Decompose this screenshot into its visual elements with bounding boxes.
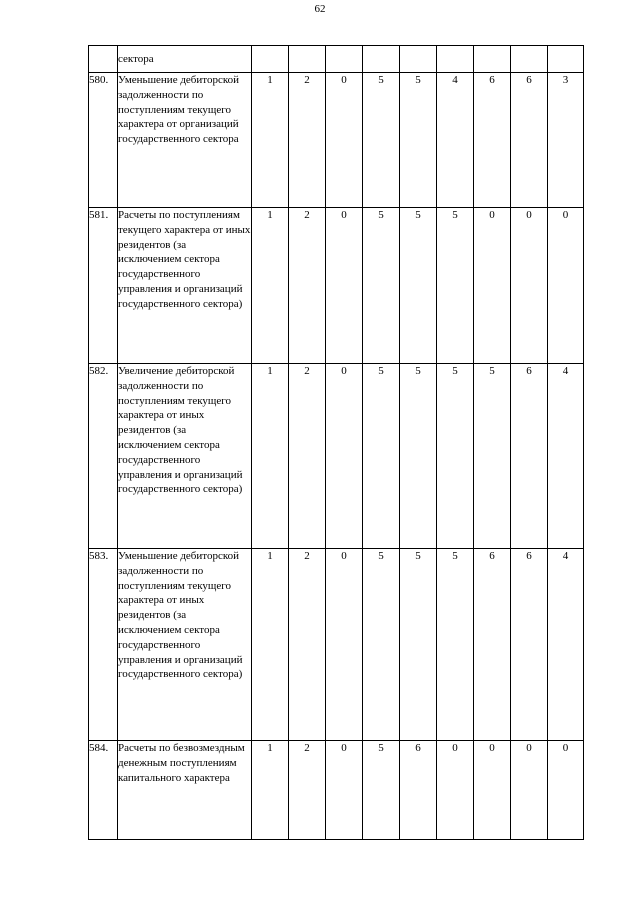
code-digit: 6 [474, 549, 511, 741]
code-digit: 0 [474, 208, 511, 364]
code-digit: 5 [400, 208, 437, 364]
code-digit: 1 [252, 73, 289, 208]
code-digit [548, 46, 584, 73]
table-row [89, 549, 584, 741]
account-code-table [88, 45, 584, 840]
code-digit: 5 [363, 741, 400, 840]
row-number: 580. [89, 73, 118, 208]
row-name: Расчеты по безвозмездным денежным поступлениям капитального характера [118, 741, 252, 840]
row-name: Уменьшение дебиторской задолженности по поступлениям текущего характера от организаций государственного сектора [118, 73, 252, 208]
code-digit: 6 [511, 549, 548, 741]
code-digit [437, 46, 474, 73]
code-digit: 6 [474, 73, 511, 208]
table-row [89, 46, 584, 73]
code-digit: 6 [511, 364, 548, 549]
code-digit: 5 [437, 549, 474, 741]
row-number [89, 46, 118, 73]
code-digit: 0 [511, 741, 548, 840]
code-digit: 0 [326, 549, 363, 741]
code-digit: 5 [363, 364, 400, 549]
code-digit: 2 [289, 364, 326, 549]
code-digit: 0 [548, 208, 584, 364]
page-number: 62 [314, 3, 326, 15]
code-digit: 0 [326, 741, 363, 840]
code-digit: 3 [548, 73, 584, 208]
row-number: 581. [89, 208, 118, 364]
row-name: сектора [118, 46, 252, 73]
code-digit: 0 [326, 73, 363, 208]
code-digit: 5 [363, 73, 400, 208]
row-number: 582. [89, 364, 118, 549]
code-digit: 0 [326, 208, 363, 364]
code-digit: 5 [437, 364, 474, 549]
code-digit: 1 [252, 741, 289, 840]
code-digit: 1 [252, 364, 289, 549]
table-row [89, 364, 584, 549]
code-digit: 5 [363, 549, 400, 741]
code-digit [289, 46, 326, 73]
code-digit: 5 [437, 208, 474, 364]
code-digit: 4 [548, 549, 584, 741]
code-digit: 4 [437, 73, 474, 208]
row-number: 584. [89, 741, 118, 840]
row-number: 583. [89, 549, 118, 741]
code-digit: 0 [548, 741, 584, 840]
code-digit: 5 [474, 364, 511, 549]
code-digit: 0 [474, 741, 511, 840]
table-row [89, 208, 584, 364]
code-digit [326, 46, 363, 73]
table-row [89, 73, 584, 208]
code-digit: 0 [511, 208, 548, 364]
code-digit: 2 [289, 73, 326, 208]
code-digit: 6 [511, 73, 548, 208]
code-digit: 2 [289, 208, 326, 364]
code-digit: 5 [400, 549, 437, 741]
code-digit [474, 46, 511, 73]
code-digit: 2 [289, 549, 326, 741]
code-digit: 4 [548, 364, 584, 549]
code-digit: 1 [252, 208, 289, 364]
code-digit: 0 [437, 741, 474, 840]
code-digit: 0 [326, 364, 363, 549]
code-digit [511, 46, 548, 73]
code-digit: 6 [400, 741, 437, 840]
code-digit [400, 46, 437, 73]
code-digit [252, 46, 289, 73]
code-digit: 5 [363, 208, 400, 364]
code-digit: 5 [400, 364, 437, 549]
row-name: Расчеты по поступлениям текущего характера от иных резидентов (за исключением сектора государственного управления и организаций государственного сектора) [118, 208, 252, 364]
code-digit: 5 [400, 73, 437, 208]
row-name: Увеличение дебиторской задолженности по поступлениям текущего характера от иных резидентов (за исключением сектора государственного управления и организаций государственного сектора) [118, 364, 252, 549]
table-row [89, 741, 584, 840]
code-digit [363, 46, 400, 73]
row-name: Уменьшение дебиторской задолженности по поступлениям текущего характера от иных резидентов (за исключением сектора государственного управления и организаций государственного сектора) [118, 549, 252, 741]
code-digit: 1 [252, 549, 289, 741]
code-digit: 2 [289, 741, 326, 840]
